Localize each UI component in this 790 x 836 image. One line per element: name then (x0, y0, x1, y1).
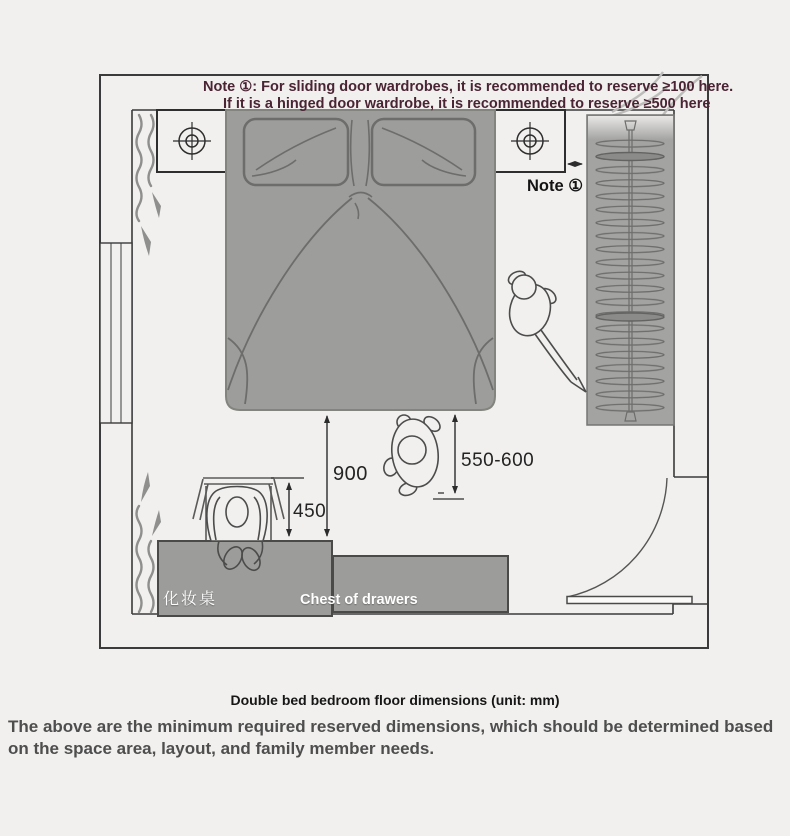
door-leaf (567, 597, 692, 604)
note-banner-line2: If it is a hinged door wardrobe, it is recommended to reserve ≥500 here (223, 96, 711, 112)
wardrobe (587, 72, 702, 425)
person-walking (382, 414, 443, 498)
person-at-wardrobe (504, 269, 586, 392)
window (100, 243, 132, 423)
door-swing-arc (567, 478, 667, 597)
chest-of-drawers-label: Chest of drawers (300, 592, 418, 608)
dim-label-900: 900 (333, 463, 368, 485)
gap-note-label: Note ① (527, 177, 584, 195)
dim-label-450: 450 (293, 501, 327, 522)
double-bed (226, 110, 495, 410)
nightstand-left (157, 110, 227, 172)
nightstand-right (495, 110, 565, 172)
clothes-hangers (595, 137, 665, 416)
caption-footnote: The above are the minimum required reserved dimensions, which should be determined based on the space area, layout, and family member needs. (8, 717, 774, 759)
dressing-table-label: 化妆桌 (163, 591, 218, 608)
door (567, 478, 692, 604)
caption-title: Double bed bedroom floor dimensions (unit: mm) (230, 692, 560, 708)
dim-label-550-600: 550-600 (461, 450, 535, 471)
note-banner-line1: Note ①: For sliding door wardrobes, it is recommended to reserve ≥100 here. (203, 79, 734, 95)
